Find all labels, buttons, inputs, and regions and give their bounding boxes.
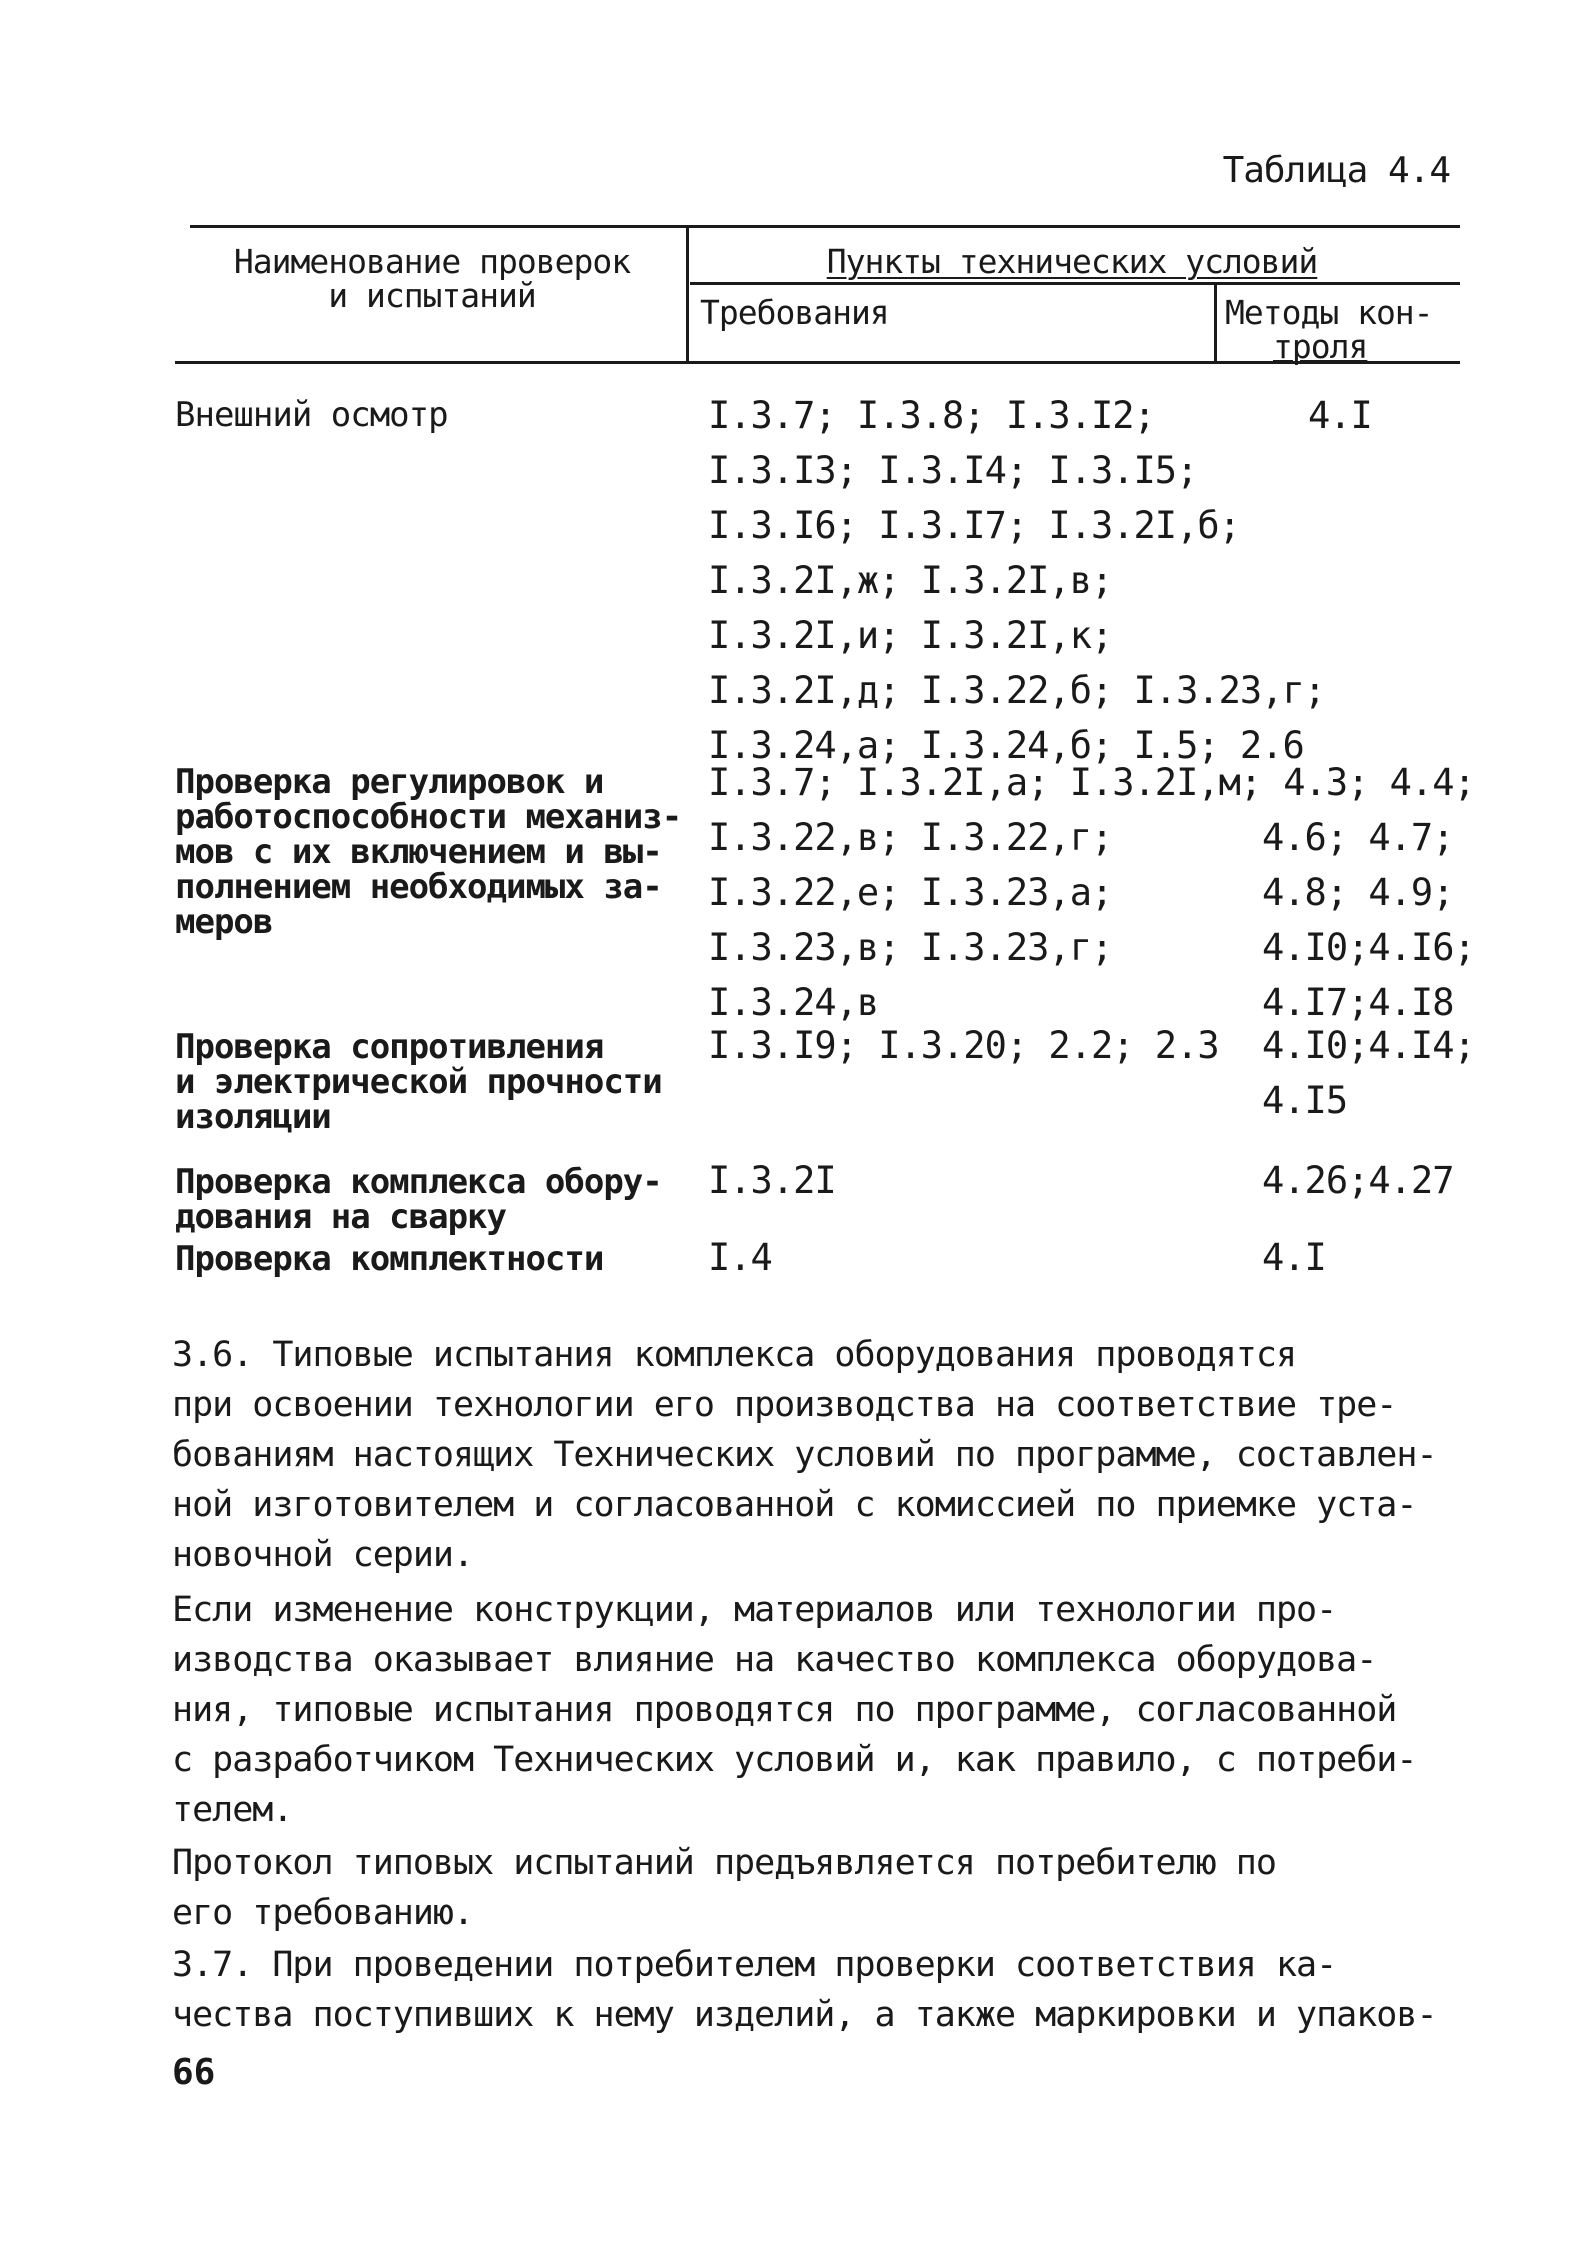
table-subheader-rule <box>690 282 1460 285</box>
header-requirements-column: Требования <box>700 293 889 332</box>
row-name-insulation-check: Проверка сопротивления и электрической прочности изоляции <box>175 1027 662 1137</box>
row-methods-adjustments-check: 4.3; 4.4; 4.6; 4.7; 4.8; 4.9; 4.I0;4.I6; 4.I7;4.I8 <box>1262 761 1475 1024</box>
row-name-welding-check: Проверка комплекса обору- дования на сварку <box>175 1162 662 1237</box>
paragraph-design-change: Если изменение конструкции, материалов или технологии про- изводства оказывает влияние на качество комплекса оборудова- ния, типовые испытания проводятся по программе, согласованной с разработчиком Технических условий и, как правило, с потреби- телем. <box>172 1590 1417 1830</box>
row-methods-insulation-check: 4.I0;4.I4; 4.I5 <box>1262 1024 1475 1122</box>
header-methods-line1: Методы кон- <box>1225 293 1433 332</box>
table-column-divider <box>686 228 689 364</box>
header-points-label: Пункты технических условий <box>826 242 1318 281</box>
row-requirements-adjustments-check: I.3.7; I.3.2I,а; I.3.2I,м; I.3.22,в; I.3.22,г; I.3.22,е; I.3.23,а; I.3.23,в; I.3.23,г; I.3.24,в <box>708 761 1262 1024</box>
row-name-completeness-check: Проверка комплектности <box>175 1239 604 1279</box>
row-requirements-external-inspection: I.3.7; I.3.8; I.3.I2; I.3.I3; I.3.I4; I.3.I5; I.3.I6; I.3.I7; I.3.2I,б; I.3.2I,ж; I.3.2I,в; I.3.2I,и; I.3.2I,к; I.3.2I,д; I.3.22,б; I.3.23,г; I.3.24,а; I.3.24,б; I.5; 2.6 <box>708 394 1326 767</box>
row-methods-external-inspection: 4.I <box>1308 394 1372 437</box>
page-number: 66 <box>172 2052 216 2093</box>
table-caption: Таблица 4.4 <box>1222 150 1450 191</box>
row-requirements-insulation-check: I.3.I9; I.3.20; 2.2; 2.3 <box>708 1024 1219 1067</box>
table-top-rule <box>190 225 1460 228</box>
row-name-external-inspection: Внешний осмотр <box>175 395 448 435</box>
header-points-column <box>692 242 1452 281</box>
header-methods-line2: троля <box>1273 327 1368 366</box>
row-name-adjustments-check: Проверка регулировок и работоспособности механиз- мов с их включением и вы- полнением необходимых за- меров <box>175 762 682 942</box>
header-methods-column <box>1225 293 1457 366</box>
paragraph-protocol: Протокол типовых испытаний предъявляется потребителю по его требованию. <box>172 1843 1276 1933</box>
table-subcolumn-divider <box>1214 285 1217 364</box>
row-methods-welding-check: 4.26;4.27 <box>1262 1159 1454 1202</box>
row-requirements-welding-check: I.3.2I <box>708 1159 836 1202</box>
header-name-column: Наименование проверок и испытаний <box>233 242 631 315</box>
paragraph-3-6: 3.6. Типовые испытания комплекса оборудования проводятся при освоении технологии его производства на соответствие тре- бованиям настоящих Технических условий по программе, составлен- ной изготовителем и согласованной с комиссией по приемке уста- новочной серии. <box>172 1335 1437 1575</box>
paragraph-3-7: 3.7. При проведении потребителем проверки соответствия ка- чества поступивших к нему изделий, а также маркировки и упаков- <box>172 1945 1437 2035</box>
row-requirements-completeness-check: I.4 <box>708 1236 772 1279</box>
row-methods-completeness-check: 4.I <box>1262 1236 1326 1279</box>
